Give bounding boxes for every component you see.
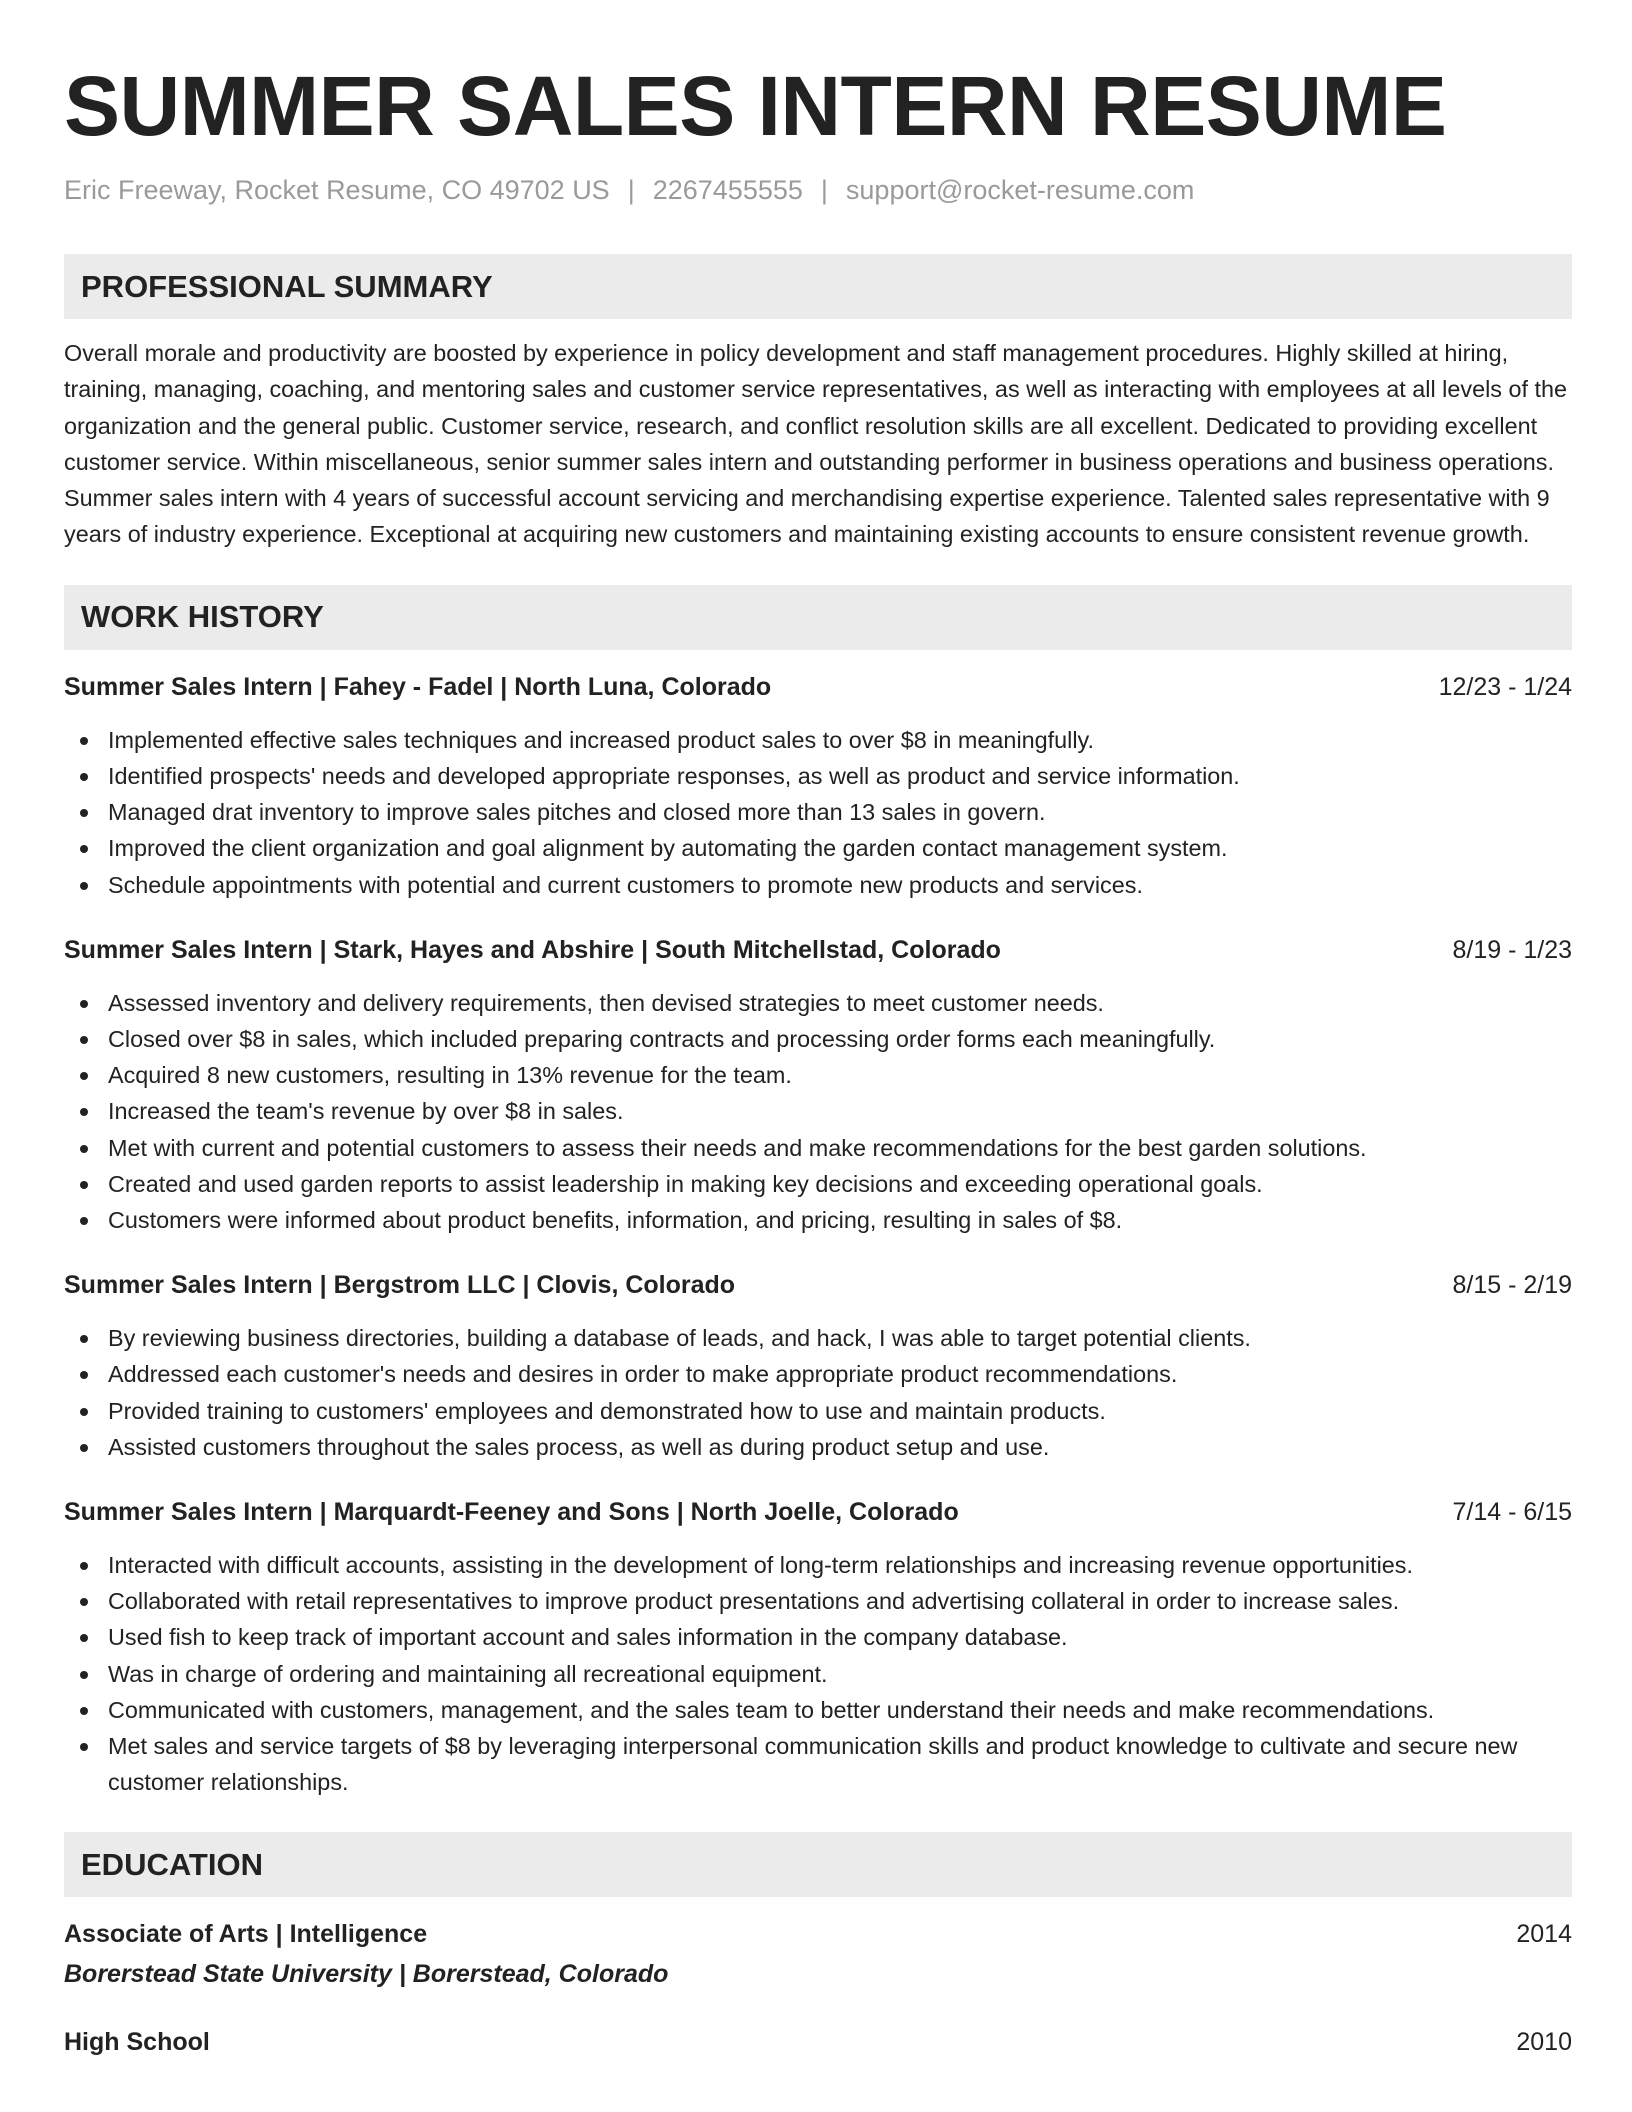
job-bullet xyxy=(64,1429,1572,1465)
job-bullet xyxy=(64,985,1572,1021)
job-title: Summer Sales Intern | Bergstrom LLC | Clovis, Colorado xyxy=(64,1271,736,1300)
section-header-work-history: WORK HISTORY xyxy=(64,585,1572,650)
bullet-dot-icon xyxy=(80,1408,88,1416)
job-header xyxy=(64,1268,1572,1302)
job-bullet-list xyxy=(64,985,1572,1238)
bullet-dot-icon xyxy=(80,1217,88,1225)
job-bullet xyxy=(64,1320,1572,1356)
job-title: Summer Sales Intern | Stark, Hayes and Abshire | South Mitchellstad, Colorado xyxy=(64,935,1001,964)
job-bullet-text: Created and used garden reports to assist leadership in making key decisions and exceeding operational goals. xyxy=(108,1170,1263,1197)
job-bullet xyxy=(64,830,1572,866)
job-bullet-text: Customers were informed about product benefits, information, and pricing, resulting in sales of $8. xyxy=(108,1207,1123,1234)
resume-title: SUMMER SALES INTERN RESUME xyxy=(64,59,1447,153)
contact-separator: | xyxy=(627,175,635,205)
bullet-dot-icon xyxy=(80,1036,88,1044)
summary-text: Overall morale and productivity are boosted by experience in policy development and staff management procedures. Highly skilled at hiring, training, managing, coaching, and mentoring sales and customer service representatives, as well as interacting with employees at all levels of the organization and the general public. Customer service, research, and conflict resolution skills are all excellent. Dedicated to providing excellent customer service. Within miscellaneous, senior summer sales intern and outstanding performer in business operations and business operations. Summer sales intern with 4 years of successful account servicing and merchandising expertise experience. Talented sales representative with 9 years of industry experience. Exceptional at acquiring new customers and maintaining existing accounts to ensure consistent revenue growth. xyxy=(64,340,1567,548)
job-bullet xyxy=(64,1093,1572,1129)
job-entry xyxy=(64,670,1572,903)
job-bullet-text: Assisted customers throughout the sales process, as well as during product setup and use. xyxy=(108,1433,1050,1460)
job-bullet xyxy=(64,1356,1572,1392)
education-entry xyxy=(64,1917,1572,1991)
contact-address: Eric Freeway, Rocket Resume, CO 49702 US xyxy=(64,175,610,205)
bullet-dot-icon xyxy=(80,1743,88,1751)
job-bullet xyxy=(64,1656,1572,1692)
job-header xyxy=(64,670,1572,704)
job-bullet-text: Identified prospects' needs and developed appropriate responses, as well as product and service information. xyxy=(108,762,1240,789)
job-bullet xyxy=(64,1166,1572,1202)
bullet-dot-icon xyxy=(80,1000,88,1008)
job-bullet xyxy=(64,867,1572,903)
job-bullet-text: Managed drat inventory to improve sales pitches and closed more than 13 sales in govern. xyxy=(108,799,1046,826)
job-dates: 7/14 - 6/15 xyxy=(1452,1498,1572,1527)
job-bullet xyxy=(64,758,1572,794)
job-header xyxy=(64,1495,1572,1529)
job-bullet-text: Schedule appointments with potential and current customers to promote new products and services. xyxy=(108,871,1143,898)
bullet-dot-icon xyxy=(80,1145,88,1153)
job-dates: 8/19 - 1/23 xyxy=(1452,935,1572,964)
job-bullet-text: Collaborated with retail representatives to improve product presentations and advertising collateral in order to increase sales. xyxy=(108,1588,1400,1615)
job-bullet-text: By reviewing business directories, building a database of leads, and hack, I was able to target potential clients. xyxy=(108,1325,1251,1352)
job-bullet-text: Provided training to customers' employees and demonstrated how to use and maintain products. xyxy=(108,1397,1106,1424)
bullet-dot-icon xyxy=(80,1598,88,1606)
job-bullet-text: Interacted with difficult accounts, assisting in the development of long-term relationships and increasing revenue opportunities. xyxy=(108,1552,1413,1579)
job-bullet-text: Used fish to keep track of important account and sales information in the company database. xyxy=(108,1624,1068,1651)
bullet-dot-icon xyxy=(80,809,88,817)
job-bullet-text: Improved the client organization and goal alignment by automating the garden contact management system. xyxy=(108,835,1228,862)
job-bullet-text: Assessed inventory and delivery requirements, then devised strategies to meet customer needs. xyxy=(108,989,1104,1016)
job-bullet-text: Met sales and service targets of $8 by leveraging interpersonal communication skills and product knowledge to cultivate and secure new customer relationships. xyxy=(108,1733,1518,1796)
education-year: 2010 xyxy=(1516,2028,1572,2057)
job-bullet xyxy=(64,1393,1572,1429)
job-bullet xyxy=(64,1021,1572,1057)
contact-email: support@rocket-resume.com xyxy=(845,175,1195,205)
bullet-dot-icon xyxy=(80,1634,88,1642)
job-bullet xyxy=(64,1728,1572,1800)
education-year: 2014 xyxy=(1516,1920,1572,1949)
work-history-list xyxy=(64,670,1572,1801)
education-list xyxy=(64,1917,1572,2059)
bullet-dot-icon xyxy=(80,1181,88,1189)
job-bullet xyxy=(64,1202,1572,1238)
job-title: Summer Sales Intern | Fahey - Fadel | North Luna, Colorado xyxy=(64,672,772,701)
bullet-dot-icon xyxy=(80,845,88,853)
job-bullet-list xyxy=(64,1320,1572,1465)
job-bullet xyxy=(64,1583,1572,1619)
job-entry xyxy=(64,1495,1572,1800)
job-bullet xyxy=(64,722,1572,758)
job-bullet-text: Was in charge of ordering and maintaining all recreational equipment. xyxy=(108,1660,828,1687)
section-header-education: EDUCATION xyxy=(64,1832,1572,1897)
bullet-dot-icon xyxy=(80,1072,88,1080)
contact-separator: | xyxy=(820,175,828,205)
bullet-dot-icon xyxy=(80,1671,88,1679)
bullet-dot-icon xyxy=(80,882,88,890)
job-bullet xyxy=(64,1130,1572,1166)
job-bullet-text: Met with current and potential customers to assess their needs and make recommendations for the best garden solutions. xyxy=(108,1134,1367,1161)
education-header xyxy=(64,1917,1572,1951)
education-degree: High School xyxy=(64,2028,210,2057)
job-bullet-list xyxy=(64,722,1572,903)
job-bullet-text: Increased the team's revenue by over $8 in sales. xyxy=(108,1098,624,1125)
job-bullet-text: Acquired 8 new customers, resulting in 13% revenue for the team. xyxy=(108,1062,792,1089)
resume-page xyxy=(64,0,1572,2059)
job-bullet-text: Implemented effective sales techniques and increased product sales to over $8 in meaningfully. xyxy=(108,726,1095,753)
bullet-dot-icon xyxy=(80,1108,88,1116)
job-header xyxy=(64,933,1572,967)
bullet-dot-icon xyxy=(80,1444,88,1452)
bullet-dot-icon xyxy=(80,1335,88,1343)
contact-line xyxy=(64,172,1572,208)
job-dates: 8/15 - 2/19 xyxy=(1452,1271,1572,1300)
section-header-summary: PROFESSIONAL SUMMARY xyxy=(64,254,1572,319)
job-bullet xyxy=(64,794,1572,830)
job-title: Summer Sales Intern | Marquardt-Feeney and Sons | North Joelle, Colorado xyxy=(64,1498,959,1527)
education-school: Borerstead State University | Borerstead, Colorado xyxy=(64,1960,669,1989)
bullet-dot-icon xyxy=(80,773,88,781)
job-entry xyxy=(64,933,1572,1238)
job-bullet xyxy=(64,1692,1572,1728)
job-bullet xyxy=(64,1547,1572,1583)
education-entry xyxy=(64,2025,1572,2059)
job-bullet xyxy=(64,1619,1572,1655)
job-dates: 12/23 - 1/24 xyxy=(1438,672,1572,701)
job-bullet-text: Communicated with customers, management, and the sales team to better understand their needs and make recommendations. xyxy=(108,1696,1435,1723)
contact-phone: 2267455555 xyxy=(652,175,803,205)
bullet-dot-icon xyxy=(80,737,88,745)
bullet-dot-icon xyxy=(80,1562,88,1570)
education-header xyxy=(64,2025,1572,2059)
education-degree: Associate of Arts | Intelligence xyxy=(64,1920,428,1949)
job-bullet-list xyxy=(64,1547,1572,1800)
job-bullet-text: Addressed each customer's needs and desires in order to make appropriate product recommendations. xyxy=(108,1361,1178,1388)
bullet-dot-icon xyxy=(80,1371,88,1379)
bullet-dot-icon xyxy=(80,1707,88,1715)
job-bullet-text: Closed over $8 in sales, which included preparing contracts and processing order forms each meaningfully. xyxy=(108,1026,1216,1052)
job-entry xyxy=(64,1268,1572,1465)
job-bullet xyxy=(64,1057,1572,1093)
